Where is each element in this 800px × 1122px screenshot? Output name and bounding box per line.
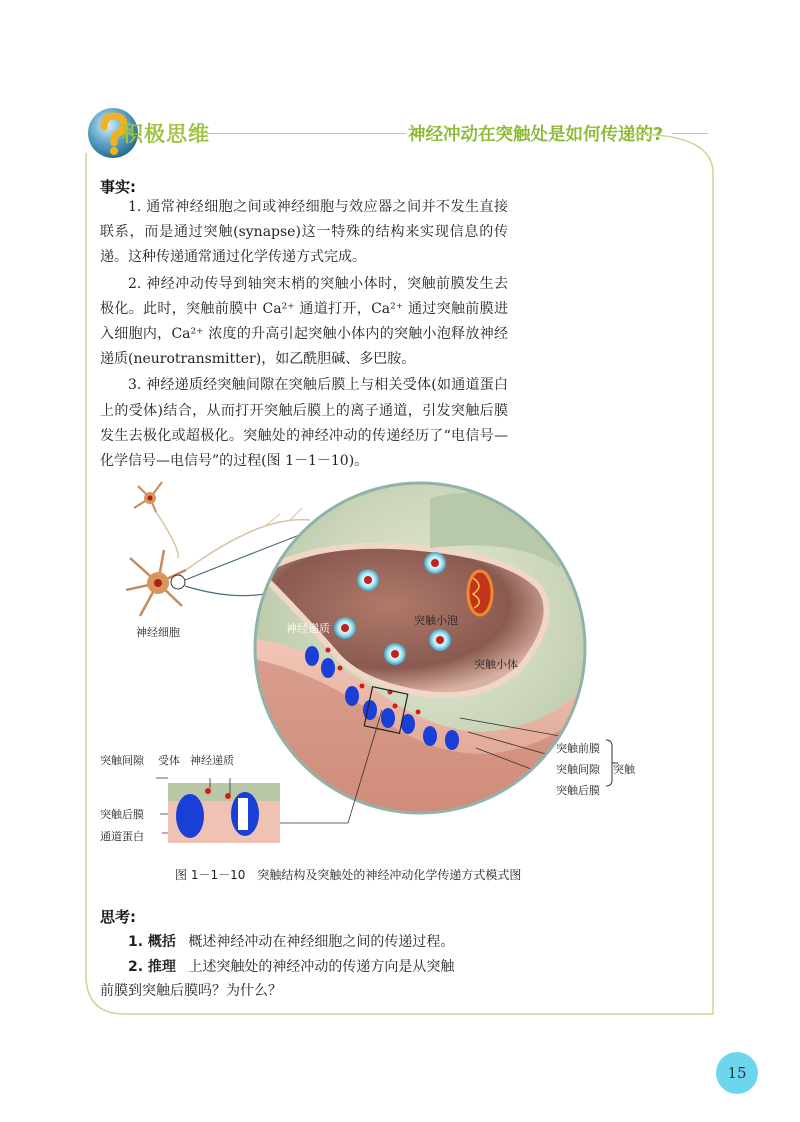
- synapse-figure: [90, 478, 650, 848]
- inset-label-neurotransmitter: 神经递质: [190, 754, 234, 767]
- question-title: 神经冲动在突触处是如何传递的?: [408, 125, 664, 145]
- facts-heading: 事实:: [100, 178, 136, 196]
- question-2-continued: 前膜到突触后膜吗？为什么？: [100, 983, 282, 999]
- thinking-heading: 思考:: [100, 908, 136, 926]
- facts-body: [100, 195, 508, 474]
- fact-paragraph-1: 1. 通常神经细胞之间或神经细胞与效应器之间并不发生直接联系，而是通过突触(synapse)这一特殊的结构来实现信息的传递。这种传递通常通过化学传递方式完成。: [100, 199, 508, 266]
- label-vesicle: 突触小泡: [414, 614, 458, 627]
- label-synaptic-knob: 突触小体: [474, 658, 518, 671]
- question-2-tag: 2. 推理: [128, 959, 176, 975]
- label-synapse: 突触: [613, 763, 635, 776]
- neuron-small: [134, 482, 178, 558]
- inset-label-receptor: 受体: [158, 754, 180, 767]
- inset-detail: [168, 783, 280, 843]
- question-1: [100, 930, 454, 954]
- inset-label-postsynaptic: 突触后膜: [100, 808, 144, 821]
- section-label: 积极思维: [122, 122, 210, 146]
- question-1-tag: 1. 概括: [128, 934, 176, 950]
- fact-paragraph-3: 3. 神经递质经突触间隙在突触后膜上与相关受体(如通道蛋白上的受体)结合，从而打开突触后膜上的离子通道，引发突触后膜发生去极化或超极化。突触处的神经冲动的传递经历了“电信号—化学信号—电信号”的过程(图 1－1－10)。: [100, 377, 508, 470]
- question-1-text: 概述神经冲动在神经细胞之间的传递过程。: [188, 934, 455, 950]
- question-2-text-line1: 上述突触处的神经冲动的传递方向是从突触: [188, 959, 455, 975]
- question-2: [100, 955, 454, 979]
- inset-label-cleft: 突触间隙: [100, 754, 144, 767]
- page-number: 15: [716, 1052, 758, 1094]
- label-neurotransmitter: 神经递质: [286, 622, 330, 635]
- label-neuron: 神经细胞: [136, 626, 180, 639]
- label-postsynaptic-membrane: 突触后膜: [556, 784, 600, 797]
- label-presynaptic-membrane: 突触前膜: [556, 742, 600, 755]
- label-synaptic-cleft: 突触间隙: [556, 763, 600, 776]
- fact-paragraph-2: 2. 神经冲动传导到轴突末梢的突触小体时，突触前膜发生去极化。此时，突触前膜中 Ca²⁺ 通道打开，Ca²⁺ 通过突触前膜进入细胞内，Ca²⁺ 浓度的升高引起突触小体内的突触小泡释放神经递质(neurotransmitter)，如乙酰胆碱、多巴胺。: [100, 275, 508, 368]
- inset-label-channel-protein: 通道蛋白: [100, 830, 144, 843]
- synapse-closeup: [250, 478, 590, 818]
- figure-caption: 图 1－1－10 突触结构及突触处的神经冲动化学传递方式模式图: [175, 868, 522, 882]
